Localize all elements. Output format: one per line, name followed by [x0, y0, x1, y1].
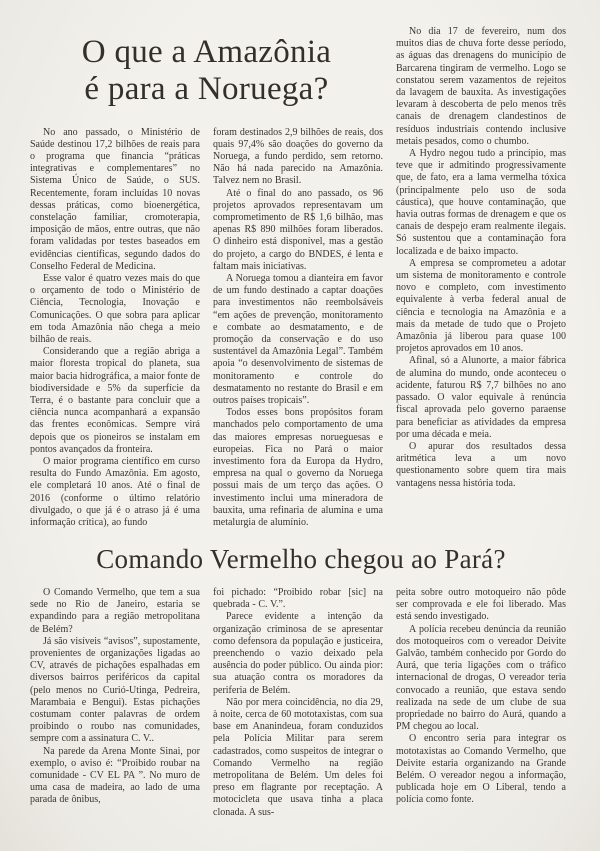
article-1-title [30, 34, 383, 109]
paragraph: No dia 17 de fevereiro, num dos muitos dias de chuva forte desse período, as águas das drenagens do município de Barcarena tingiram de vermelho. Logo se constatou serem vazamentos de rejeitos da lavagem de bauxita. As investigações levaram à descoberta de pelo menos três canais de drenagem clandestinos de resíduos industriais contendo inclusive metais pesados, como o chumbo. [396, 26, 566, 147]
paragraph: A Hydro negou tudo a princípio, mas teve que ir admitindo progressivamente que, de fato, era a lama vermelha tóxica (principalmente pelo uso de soda cáustica), que houve contaminação, que havia outras formas de drenagem e que os canais de despejo eram realmente ilegais. Só sustentou que a contaminação fora localizada e de baixo impacto. [396, 148, 566, 257]
paragraph: O apurar dos resultados dessa aritmética leva a um novo questionamento sobre quem tira mais vantagens nessa história toda. [396, 440, 566, 489]
article-1-column-3 [396, 26, 566, 490]
paragraph-continuation: peita sobre outro motoqueiro não pôde ser comprovada e ele foi liberado. Mas está sendo investigado. [396, 586, 566, 623]
article-2-column-1 [30, 587, 200, 807]
article-1-title-line-1: O que a Amazônia [81, 34, 332, 70]
paragraph: Na parede da Arena Monte Sinai, por exemplo, o aviso é: “Proibido roubar na comunidade - CV EL PA ”. No muro de uma casa de madeira, ao lado de uma parada de ônibus, [30, 745, 200, 806]
paragraph: A empresa se comprometeu a adotar um sistema de monitoramento e controle novo e completo, com investimento equivalente à verba federal anual de ciência e tecnologia na Amazônia e a mais da metade de tudo que o Projeto Amazônia já liberou para quase 100 projetos aprovados em 10 anos. [396, 257, 566, 355]
paragraph: Esse valor é quatro vezes mais do que o orçamento de todo o Ministério de Ciência, Tecnologia, Inovação e Comunicações. O que sobra para aplicar em toda Amazônia não chega a meio bilhão de reais. [30, 273, 200, 346]
article-2-column-3 [396, 587, 566, 807]
article-1-column-2 [213, 127, 383, 530]
article-2-title: Comando Vermelho chegou ao Pará? [96, 544, 506, 575]
paragraph: O encontro seria para integrar os mototaxistas ao Comando Vermelho, que Deivite estaria organizando na Grande Belém. O vereador negou a informação, publicada hoje em O Liberal, tendo a polícia como fonte. [396, 733, 566, 806]
paragraph: Considerando que a região abriga a maior floresta tropical do planeta, sua maior bacia hidrográfica, a maior fonte de biodiversidade e 5% da superfície da Terra, é o bastante para concluir que a ciência nunca acompanhará a expansão das frentes econômicas. Sempre virá depois que os pioneiros se instalam em pontos avançados da fronteira. [30, 346, 200, 455]
paragraph: O maior programa científico em curso resulta do Fundo Amazônia. Em agosto, ele completará 10 anos. Até o final de 2016 (conforme o último relatório divulgado, o que já é o atraso já é uma informação crítica), ao fundo [30, 456, 200, 529]
paragraph: Até o final do ano passado, os 96 projetos aprovados representavam um comprometimento de R$ 1,6 bilhão, mas apenas R$ 890 milhões foram liberados. O dinheiro está disponível, mas a gestão do projeto, a cargo do BNDES, é lenta e faltam mais iniciativas. [213, 187, 383, 272]
paragraph: Afinal, só a Alunorte, a maior fábrica de alumina do mundo, onde aconteceu o acidente, faturou R$ 7,7 bilhões no ano passado. O valor equivale à renúncia fiscal aprovada pelo governo paraense para beneficiar as atividades da empresa por uma década e meia. [396, 355, 566, 440]
paragraph: Já são visíveis “avisos”, supostamente, provenientes de organizações ligadas ao CV, através de pichações espalhadas em diversos bairros periféricos da capital (pelo menos no Curió-Utinga, Pedreira, Marambaia e Bengui). Estas pichações costumam conter palavras de ordem proibindo o roubo nas comunidades, sempre com a assinatura C. V.. [30, 635, 200, 745]
paragraph: Todos esses bons propósitos foram manchados pelo comportamento de uma das maiores empresas norueguesas e europeias. Fica no Pará o maior investimento fora da Europa da Hydro, empresa na qual o governo da Noruega possui mais de um terço das ações. O investimento inclui uma mineradora de bauxita, uma refinaria de alumina e uma metalurgia de alumínio. [213, 407, 383, 529]
paragraph-continuation: foram destinados 2,9 bilhões de reais, dos quais 97,4% são doações do governo da Noruega, a fundo perdido, sem retorno. Não há nada parecido na Amazônia. Talvez nem no Brasil. [213, 126, 383, 187]
paragraph: O Comando Vermelho, que tem a sua sede no Rio de Janeiro, estaria se expandindo para a região metropolitana de Belém? [30, 586, 200, 635]
paragraph: A Noruega tomou a dianteira em favor de um fundo destinado a captar doações para investimentos não reembolsáveis “em ações de prevenção, monitoramento e combate ao desmatamento, e de promoção da conservação e do uso sustentável da Amazônia Legal”. Também apoia “o desenvolvimento de sistemas de monitoramento e controle do desmatamento no restante do Brasil e em outros países tropicais”. [213, 273, 383, 407]
article-comando-vermelho [30, 545, 572, 819]
paragraph: No ano passado, o Ministério de Saúde destinou 17,2 bilhões de reais para o programa que financia “práticas integrativas e complementares” no Sistema Único de Saúde, o SUS. Recentemente, foram incluídas 10 novas dessas práticas, como bioenergética, constelação familiar, cromoterapia, imposição de mãos, entre outras, que não foram validadas por testes baseados em evidências científicas, segundo dados do Conselho Federal de Medicina. [30, 126, 200, 272]
article-1-title-line-2: é para a Noruega? [84, 71, 329, 108]
paragraph: A polícia recebeu denúncia da reunião dos motoqueiros com o vereador Deivite Galvão, também conhecido por Gordo do Aurá, que teria ligações com o tráfico internacional de drogas, O vereador teria convocado a reunião, que estava sendo realizada na sede de um clube de sua propriedade no bairro do Aurá, quando a PM chegou ao local. [396, 623, 566, 733]
paragraph: Não por mera coincidência, no dia 29, à noite, cerca de 60 mototaxistas, com sua base em Ananindeua, foram conduzidos pela Polícia Militar para serem cadastrados, como suspeitos de integrar o Comando Vermelho na região metropolitana de Belém. Um deles foi preso em flagrante por receptação. A motocicleta que usava tinha a placa clonada. A sus- [213, 696, 383, 818]
article-1-main-block [30, 26, 383, 529]
article-1-left-columns [30, 127, 383, 530]
article-2-columns [30, 587, 572, 819]
paragraph-continuation: foi pichado: “Proibido robar [sic] na quebrada - C. V.”. [213, 586, 383, 611]
article-2-column-2 [213, 587, 383, 819]
article-amazonia-noruega [30, 26, 572, 529]
article-1-column-1 [30, 127, 200, 530]
paragraph: Parece evidente a intenção da organização criminosa de se apresentar como defensora da população e justiceira, preenchendo o vazio deixado pela ausência do poder público. Ou ainda pior: sua atuação contra os moradores da periferia de Belém. [213, 611, 383, 696]
